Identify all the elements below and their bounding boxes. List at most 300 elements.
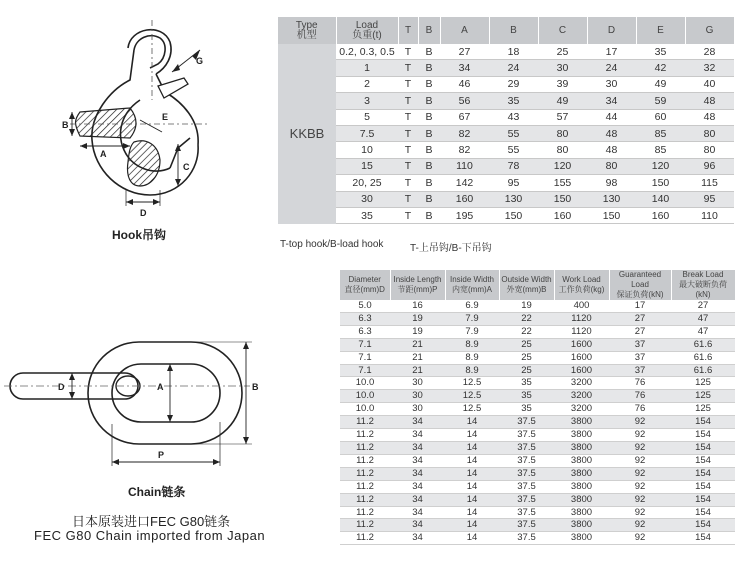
hook-label-c: C bbox=[183, 162, 190, 172]
hook-table-cell: B bbox=[418, 125, 440, 141]
chain-table-row bbox=[340, 441, 735, 454]
hook-table-cell: 25 bbox=[538, 44, 587, 60]
hook-table-cell: 130 bbox=[587, 191, 636, 207]
chain-table-cell: 92 bbox=[609, 454, 671, 467]
chain-table-cell: 61.6 bbox=[671, 364, 735, 377]
chain-table-cell: 37.5 bbox=[499, 416, 554, 429]
chain-table-row bbox=[340, 416, 735, 429]
chain-table-cell: 92 bbox=[609, 493, 671, 506]
hook-caption-en: Hook bbox=[112, 228, 142, 242]
chain-table-cell: 154 bbox=[671, 532, 735, 545]
chain-table-cell: 92 bbox=[609, 519, 671, 532]
chain-table-row bbox=[340, 493, 735, 506]
chain-table-cell: 14 bbox=[445, 506, 499, 519]
hook-header-load: Load 负重(t) bbox=[336, 17, 398, 44]
chain-table-cell: 92 bbox=[609, 532, 671, 545]
chain-table-cell: 7.9 bbox=[445, 325, 499, 338]
hook-table-row bbox=[278, 93, 734, 109]
chain-table-cell: 7.9 bbox=[445, 312, 499, 325]
chain-table-cell: 92 bbox=[609, 429, 671, 442]
hook-diagram bbox=[50, 20, 230, 235]
hook-table-cell: 110 bbox=[685, 207, 734, 223]
chain-table-row bbox=[340, 312, 735, 325]
hook-table-cell: T bbox=[398, 44, 418, 60]
chain-table-cell: 19 bbox=[499, 300, 554, 312]
hook-table-cell: B bbox=[418, 44, 440, 60]
chain-table-cell: 34 bbox=[390, 506, 445, 519]
hook-table-cell: B bbox=[418, 191, 440, 207]
hook-table-cell: 82 bbox=[440, 125, 489, 141]
chain-table-cell: 154 bbox=[671, 429, 735, 442]
chain-table-row bbox=[340, 429, 735, 442]
hook-table-row bbox=[278, 125, 734, 141]
hook-table-cell: 30 bbox=[587, 76, 636, 92]
chain-table-cell: 10.0 bbox=[340, 390, 390, 403]
hook-table-cell: B bbox=[418, 93, 440, 109]
chain-table-cell: 22 bbox=[499, 325, 554, 338]
chain-table-cell: 3800 bbox=[554, 429, 609, 442]
hook-header-a: A bbox=[440, 17, 489, 44]
chain-table-cell: 37.5 bbox=[499, 467, 554, 480]
hook-table-cell: 115 bbox=[685, 175, 734, 191]
chain-label-p: P bbox=[158, 450, 165, 460]
chain-table-cell: 14 bbox=[445, 416, 499, 429]
hook-table-cell: 150 bbox=[538, 191, 587, 207]
hook-table-cell: 48 bbox=[587, 125, 636, 141]
chain-table-cell: 14 bbox=[445, 519, 499, 532]
hook-table-cell: 30 bbox=[336, 191, 398, 207]
chain-label-b: B bbox=[252, 382, 259, 392]
hook-table-cell: 80 bbox=[538, 142, 587, 158]
hook-table-cell: 95 bbox=[489, 175, 538, 191]
hook-caption-cn: 吊钩 bbox=[142, 228, 167, 242]
hook-table-row bbox=[278, 142, 734, 158]
hook-table-cell: 30 bbox=[538, 60, 587, 76]
chain-table-cell: 27 bbox=[671, 300, 735, 312]
hook-table-cell: 55 bbox=[489, 142, 538, 158]
chain-table-cell: 34 bbox=[390, 441, 445, 454]
hook-header-c: C bbox=[538, 17, 587, 44]
hook-table-row bbox=[278, 76, 734, 92]
hook-table-row bbox=[278, 207, 734, 223]
chain-table-cell: 11.2 bbox=[340, 532, 390, 545]
chain-table-cell: 92 bbox=[609, 480, 671, 493]
hook-table-cell: 142 bbox=[440, 175, 489, 191]
hook-table-row bbox=[278, 60, 734, 76]
chain-table-cell: 61.6 bbox=[671, 338, 735, 351]
chain-table-cell: 3800 bbox=[554, 467, 609, 480]
hook-table-cell: 160 bbox=[538, 207, 587, 223]
chain-table-row bbox=[340, 377, 735, 390]
hook-table-cell: 0.2, 0.3, 0.5 bbox=[336, 44, 398, 60]
hook-table-cell: 48 bbox=[685, 109, 734, 125]
chain-table-cell: 76 bbox=[609, 390, 671, 403]
chain-table-cell: 34 bbox=[390, 493, 445, 506]
chain-table-row bbox=[340, 390, 735, 403]
chain-caption-en: Chain bbox=[128, 485, 162, 499]
hook-table-cell: 160 bbox=[440, 191, 489, 207]
hook-table-cell: 59 bbox=[636, 93, 685, 109]
hook-table-cell: 1 bbox=[336, 60, 398, 76]
hook-table-cell: 35 bbox=[489, 93, 538, 109]
chain-table-cell: 34 bbox=[390, 519, 445, 532]
chain-table-cell: 30 bbox=[390, 403, 445, 416]
chain-header-work-load: Work Load 工作负荷(kg) bbox=[554, 270, 609, 300]
hook-table-row bbox=[278, 191, 734, 207]
hook-table-cell: 18 bbox=[489, 44, 538, 60]
chain-table-cell: 92 bbox=[609, 441, 671, 454]
chain-table-cell: 3800 bbox=[554, 480, 609, 493]
hook-table-cell: 27 bbox=[440, 44, 489, 60]
chain-table-cell: 35 bbox=[499, 377, 554, 390]
hook-table-cell: 67 bbox=[440, 109, 489, 125]
chain-table-cell: 11.2 bbox=[340, 429, 390, 442]
hook-table-cell: T bbox=[398, 207, 418, 223]
chain-table-cell: 3200 bbox=[554, 377, 609, 390]
chain-table-cell: 47 bbox=[671, 325, 735, 338]
hook-table-cell: 56 bbox=[440, 93, 489, 109]
hook-table-cell: T bbox=[398, 109, 418, 125]
import-note-en: FEC G80 Chain imported from Japan bbox=[34, 528, 266, 543]
chain-table-cell: 27 bbox=[609, 312, 671, 325]
chain-table-cell: 47 bbox=[671, 312, 735, 325]
hook-table-cell: 80 bbox=[587, 158, 636, 174]
hook-table-cell: B bbox=[418, 142, 440, 158]
hook-table-cell: T bbox=[398, 125, 418, 141]
chain-table-cell: 154 bbox=[671, 480, 735, 493]
chain-table-cell: 3200 bbox=[554, 403, 609, 416]
chain-table-cell: 34 bbox=[390, 454, 445, 467]
chain-table-cell: 3200 bbox=[554, 390, 609, 403]
chain-table-cell: 11.2 bbox=[340, 480, 390, 493]
chain-table-row bbox=[340, 467, 735, 480]
hook-table-cell: 82 bbox=[440, 142, 489, 158]
chain-table-cell: 1600 bbox=[554, 364, 609, 377]
chain-table-row bbox=[340, 300, 735, 312]
chain-table-cell: 16 bbox=[390, 300, 445, 312]
hook-note-en: T-top hook/B-load hook bbox=[280, 239, 384, 250]
hook-table-cell: B bbox=[418, 109, 440, 125]
hook-header-b-type: B bbox=[418, 17, 440, 44]
chain-table-cell: 14 bbox=[445, 480, 499, 493]
chain-header-guaranteed-load: Guaranteed Load 保证负荷(kN) bbox=[609, 270, 671, 300]
import-note-cn: 日本原装进口FEC G80链条 bbox=[72, 514, 231, 529]
hook-table-cell: B bbox=[418, 207, 440, 223]
hook-table-cell: 80 bbox=[538, 125, 587, 141]
hook-table-cell: 40 bbox=[685, 76, 734, 92]
chain-table-cell: 12.5 bbox=[445, 390, 499, 403]
hook-table-cell: T bbox=[398, 76, 418, 92]
chain-table-cell: 7.1 bbox=[340, 338, 390, 351]
hook-table-cell: B bbox=[418, 60, 440, 76]
chain-table-cell: 8.9 bbox=[445, 364, 499, 377]
hook-table-cell: 10 bbox=[336, 142, 398, 158]
chain-table-cell: 92 bbox=[609, 416, 671, 429]
hook-table-cell: 85 bbox=[636, 125, 685, 141]
hook-table-cell: 150 bbox=[587, 207, 636, 223]
hook-table-cell: 85 bbox=[636, 142, 685, 158]
hook-table-cell: B bbox=[418, 158, 440, 174]
hook-table-cell: 17 bbox=[587, 44, 636, 60]
chain-table-row bbox=[340, 532, 735, 545]
hook-header-t: T bbox=[398, 17, 418, 44]
hook-table-row bbox=[278, 44, 734, 60]
hook-table-cell: 44 bbox=[587, 109, 636, 125]
hook-table-cell: 15 bbox=[336, 158, 398, 174]
hook-label-g: G bbox=[196, 56, 204, 66]
chain-table-cell: 25 bbox=[499, 338, 554, 351]
hook-table-cell: 29 bbox=[489, 76, 538, 92]
hook-table-cell: 34 bbox=[440, 60, 489, 76]
chain-table-cell: 3800 bbox=[554, 416, 609, 429]
chain-table-cell: 154 bbox=[671, 519, 735, 532]
chain-table-cell: 1600 bbox=[554, 351, 609, 364]
chain-table-cell: 8.9 bbox=[445, 351, 499, 364]
chain-table-cell: 34 bbox=[390, 416, 445, 429]
hook-table-cell: 150 bbox=[636, 175, 685, 191]
hook-table-cell: 140 bbox=[636, 191, 685, 207]
hook-table-cell: T bbox=[398, 60, 418, 76]
hook-table-cell: 160 bbox=[636, 207, 685, 223]
hook-table-cell: 48 bbox=[685, 93, 734, 109]
chain-table-cell: 14 bbox=[445, 454, 499, 467]
hook-table-cell: 49 bbox=[636, 76, 685, 92]
chain-table-cell: 76 bbox=[609, 403, 671, 416]
chain-table-cell: 30 bbox=[390, 377, 445, 390]
chain-table-cell: 11.2 bbox=[340, 454, 390, 467]
chain-table-cell: 11.2 bbox=[340, 416, 390, 429]
chain-table-cell: 19 bbox=[390, 325, 445, 338]
chain-table-cell: 7.1 bbox=[340, 364, 390, 377]
hook-table-cell: 57 bbox=[538, 109, 587, 125]
chain-table-cell: 34 bbox=[390, 429, 445, 442]
hook-table-cell: 60 bbox=[636, 109, 685, 125]
chain-table-cell: 3800 bbox=[554, 441, 609, 454]
chain-table-cell: 154 bbox=[671, 416, 735, 429]
hook-table-cell: 2 bbox=[336, 76, 398, 92]
hook-spec-table bbox=[278, 17, 735, 224]
chain-table-row bbox=[340, 364, 735, 377]
hook-table-cell: 120 bbox=[538, 158, 587, 174]
chain-table-cell: 37 bbox=[609, 364, 671, 377]
hook-table-cell: T bbox=[398, 191, 418, 207]
hook-table-cell: 80 bbox=[685, 125, 734, 141]
hook-table-cell: 150 bbox=[489, 207, 538, 223]
chain-table-cell: 154 bbox=[671, 493, 735, 506]
chain-table-cell: 37 bbox=[609, 338, 671, 351]
hook-table-cell: 24 bbox=[587, 60, 636, 76]
chain-table-cell: 12.5 bbox=[445, 403, 499, 416]
hook-table-cell: 96 bbox=[685, 158, 734, 174]
hook-table-cell: 35 bbox=[636, 44, 685, 60]
chain-table-cell: 25 bbox=[499, 364, 554, 377]
chain-table-cell: 37.5 bbox=[499, 506, 554, 519]
chain-table-cell: 154 bbox=[671, 441, 735, 454]
chain-table-cell: 3800 bbox=[554, 493, 609, 506]
hook-label-a: A bbox=[100, 149, 107, 159]
hook-table-cell: B bbox=[418, 175, 440, 191]
hook-table-cell: 3 bbox=[336, 93, 398, 109]
chain-table-cell: 14 bbox=[445, 467, 499, 480]
hook-header-b: B bbox=[489, 17, 538, 44]
chain-table-cell: 37.5 bbox=[499, 480, 554, 493]
chain-table-cell: 11.2 bbox=[340, 467, 390, 480]
chain-caption-cn: 链条 bbox=[161, 485, 186, 499]
chain-table-cell: 11.2 bbox=[340, 441, 390, 454]
hook-table-cell: 55 bbox=[489, 125, 538, 141]
hook-label-e: E bbox=[162, 112, 169, 122]
hook-table-cell: 80 bbox=[685, 142, 734, 158]
chain-header-diameter: Diameter 直径(mm)D bbox=[340, 270, 390, 300]
hook-table-cell: 195 bbox=[440, 207, 489, 223]
chain-table-cell: 76 bbox=[609, 377, 671, 390]
hook-table-cell: 5 bbox=[336, 109, 398, 125]
hook-table-cell: 34 bbox=[587, 93, 636, 109]
hook-table-cell: T bbox=[398, 93, 418, 109]
hook-header-d: D bbox=[587, 17, 636, 44]
hook-table-row bbox=[278, 158, 734, 174]
hook-table-cell: B bbox=[418, 76, 440, 92]
chain-table-cell: 34 bbox=[390, 467, 445, 480]
hook-table-cell: 42 bbox=[636, 60, 685, 76]
hook-table-cell: 28 bbox=[685, 44, 734, 60]
chain-table-cell: 21 bbox=[390, 351, 445, 364]
chain-table-row bbox=[340, 480, 735, 493]
hook-table-cell: 120 bbox=[636, 158, 685, 174]
hook-table-cell: 78 bbox=[489, 158, 538, 174]
chain-table-cell: 6.9 bbox=[445, 300, 499, 312]
hook-table-cell: 48 bbox=[587, 142, 636, 158]
hook-table-cell: 32 bbox=[685, 60, 734, 76]
hook-table-cell: T bbox=[398, 175, 418, 191]
chain-table-cell: 125 bbox=[671, 403, 735, 416]
chain-table-cell: 6.3 bbox=[340, 312, 390, 325]
hook-header-g: G bbox=[685, 17, 734, 44]
hook-label-b: B bbox=[62, 120, 69, 130]
hook-header-e: E bbox=[636, 17, 685, 44]
chain-table-row bbox=[340, 454, 735, 467]
chain-table-cell: 3800 bbox=[554, 506, 609, 519]
chain-label-d: D bbox=[58, 382, 65, 392]
chain-label-a: A bbox=[157, 382, 164, 392]
chain-table-cell: 37.5 bbox=[499, 441, 554, 454]
hook-table-cell: 39 bbox=[538, 76, 587, 92]
chain-table-cell: 8.9 bbox=[445, 338, 499, 351]
chain-table-cell: 21 bbox=[390, 338, 445, 351]
hook-table-row bbox=[278, 175, 734, 191]
chain-table-cell: 30 bbox=[390, 390, 445, 403]
hook-table-cell: 35 bbox=[336, 207, 398, 223]
hook-table-cell: 49 bbox=[538, 93, 587, 109]
hook-table-cell: 110 bbox=[440, 158, 489, 174]
hook-label-d: D bbox=[140, 208, 147, 218]
chain-table-cell: 1120 bbox=[554, 312, 609, 325]
chain-table-row bbox=[340, 506, 735, 519]
hook-header-type: Type 机型 bbox=[278, 17, 336, 44]
chain-table-row bbox=[340, 325, 735, 338]
chain-table-cell: 37.5 bbox=[499, 519, 554, 532]
chain-table-row bbox=[340, 338, 735, 351]
chain-header-inside-length: Inside Length 节距(mm)P bbox=[390, 270, 445, 300]
hook-table-header bbox=[278, 17, 734, 44]
chain-table-cell: 1600 bbox=[554, 338, 609, 351]
chain-table-cell: 10.0 bbox=[340, 377, 390, 390]
chain-table-cell: 154 bbox=[671, 506, 735, 519]
chain-table-cell: 37 bbox=[609, 351, 671, 364]
hook-table-cell: 46 bbox=[440, 76, 489, 92]
chain-table-cell: 14 bbox=[445, 532, 499, 545]
chain-table-cell: 37.5 bbox=[499, 429, 554, 442]
chain-table-cell: 11.2 bbox=[340, 506, 390, 519]
chain-table-cell: 14 bbox=[445, 429, 499, 442]
chain-table-cell: 154 bbox=[671, 454, 735, 467]
chain-table-cell: 125 bbox=[671, 390, 735, 403]
chain-table-cell: 37.5 bbox=[499, 454, 554, 467]
chain-table-cell: 37.5 bbox=[499, 532, 554, 545]
chain-table-cell: 154 bbox=[671, 467, 735, 480]
chain-table-cell: 10.0 bbox=[340, 403, 390, 416]
chain-table-cell: 3800 bbox=[554, 454, 609, 467]
hook-table-cell: 24 bbox=[489, 60, 538, 76]
chain-table-cell: 7.1 bbox=[340, 351, 390, 364]
chain-table-cell: 61.6 bbox=[671, 351, 735, 364]
chain-table-cell: 3800 bbox=[554, 519, 609, 532]
hook-model-cell: KKBB bbox=[278, 44, 336, 224]
hook-table-cell: 130 bbox=[489, 191, 538, 207]
chain-table-row bbox=[340, 519, 735, 532]
chain-table-cell: 17 bbox=[609, 300, 671, 312]
chain-table-cell: 35 bbox=[499, 403, 554, 416]
chain-spec-table bbox=[340, 270, 736, 545]
chain-table-cell: 37.5 bbox=[499, 493, 554, 506]
hook-table-cell: T bbox=[398, 158, 418, 174]
hook-note-cn: T-上吊钩/B-下吊钩 bbox=[410, 243, 492, 254]
chain-table-cell: 27 bbox=[609, 325, 671, 338]
hook-table-cell: 43 bbox=[489, 109, 538, 125]
chain-table-cell: 92 bbox=[609, 467, 671, 480]
chain-header-outside-width: Outside Width 外宽(mm)B bbox=[499, 270, 554, 300]
chain-table-cell: 34 bbox=[390, 532, 445, 545]
chain-table-cell: 34 bbox=[390, 480, 445, 493]
chain-table-cell: 125 bbox=[671, 377, 735, 390]
chain-table-cell: 11.2 bbox=[340, 493, 390, 506]
chain-table-cell: 21 bbox=[390, 364, 445, 377]
chain-table-header bbox=[340, 270, 735, 300]
hook-table-cell: 20, 25 bbox=[336, 175, 398, 191]
chain-table-row bbox=[340, 351, 735, 364]
chain-header-break-load: Break Load 最大破断负荷(kN) bbox=[671, 270, 735, 300]
chain-table-cell: 92 bbox=[609, 506, 671, 519]
chain-table-cell: 11.2 bbox=[340, 519, 390, 532]
hook-caption bbox=[112, 226, 166, 243]
chain-table-cell: 25 bbox=[499, 351, 554, 364]
chain-table-cell: 5.0 bbox=[340, 300, 390, 312]
chain-table-row bbox=[340, 403, 735, 416]
chain-header-inside-width: Inside Width 内宽(mm)A bbox=[445, 270, 499, 300]
chain-diagram bbox=[0, 330, 275, 475]
chain-table-cell: 14 bbox=[445, 441, 499, 454]
hook-table-cell: T bbox=[398, 142, 418, 158]
hook-table-row bbox=[278, 109, 734, 125]
chain-table-cell: 12.5 bbox=[445, 377, 499, 390]
hook-table-cell: 95 bbox=[685, 191, 734, 207]
chain-table-cell: 19 bbox=[390, 312, 445, 325]
hook-table-cell: 98 bbox=[587, 175, 636, 191]
chain-table-cell: 1120 bbox=[554, 325, 609, 338]
chain-table-cell: 400 bbox=[554, 300, 609, 312]
chain-table-cell: 22 bbox=[499, 312, 554, 325]
chain-table-cell: 35 bbox=[499, 390, 554, 403]
